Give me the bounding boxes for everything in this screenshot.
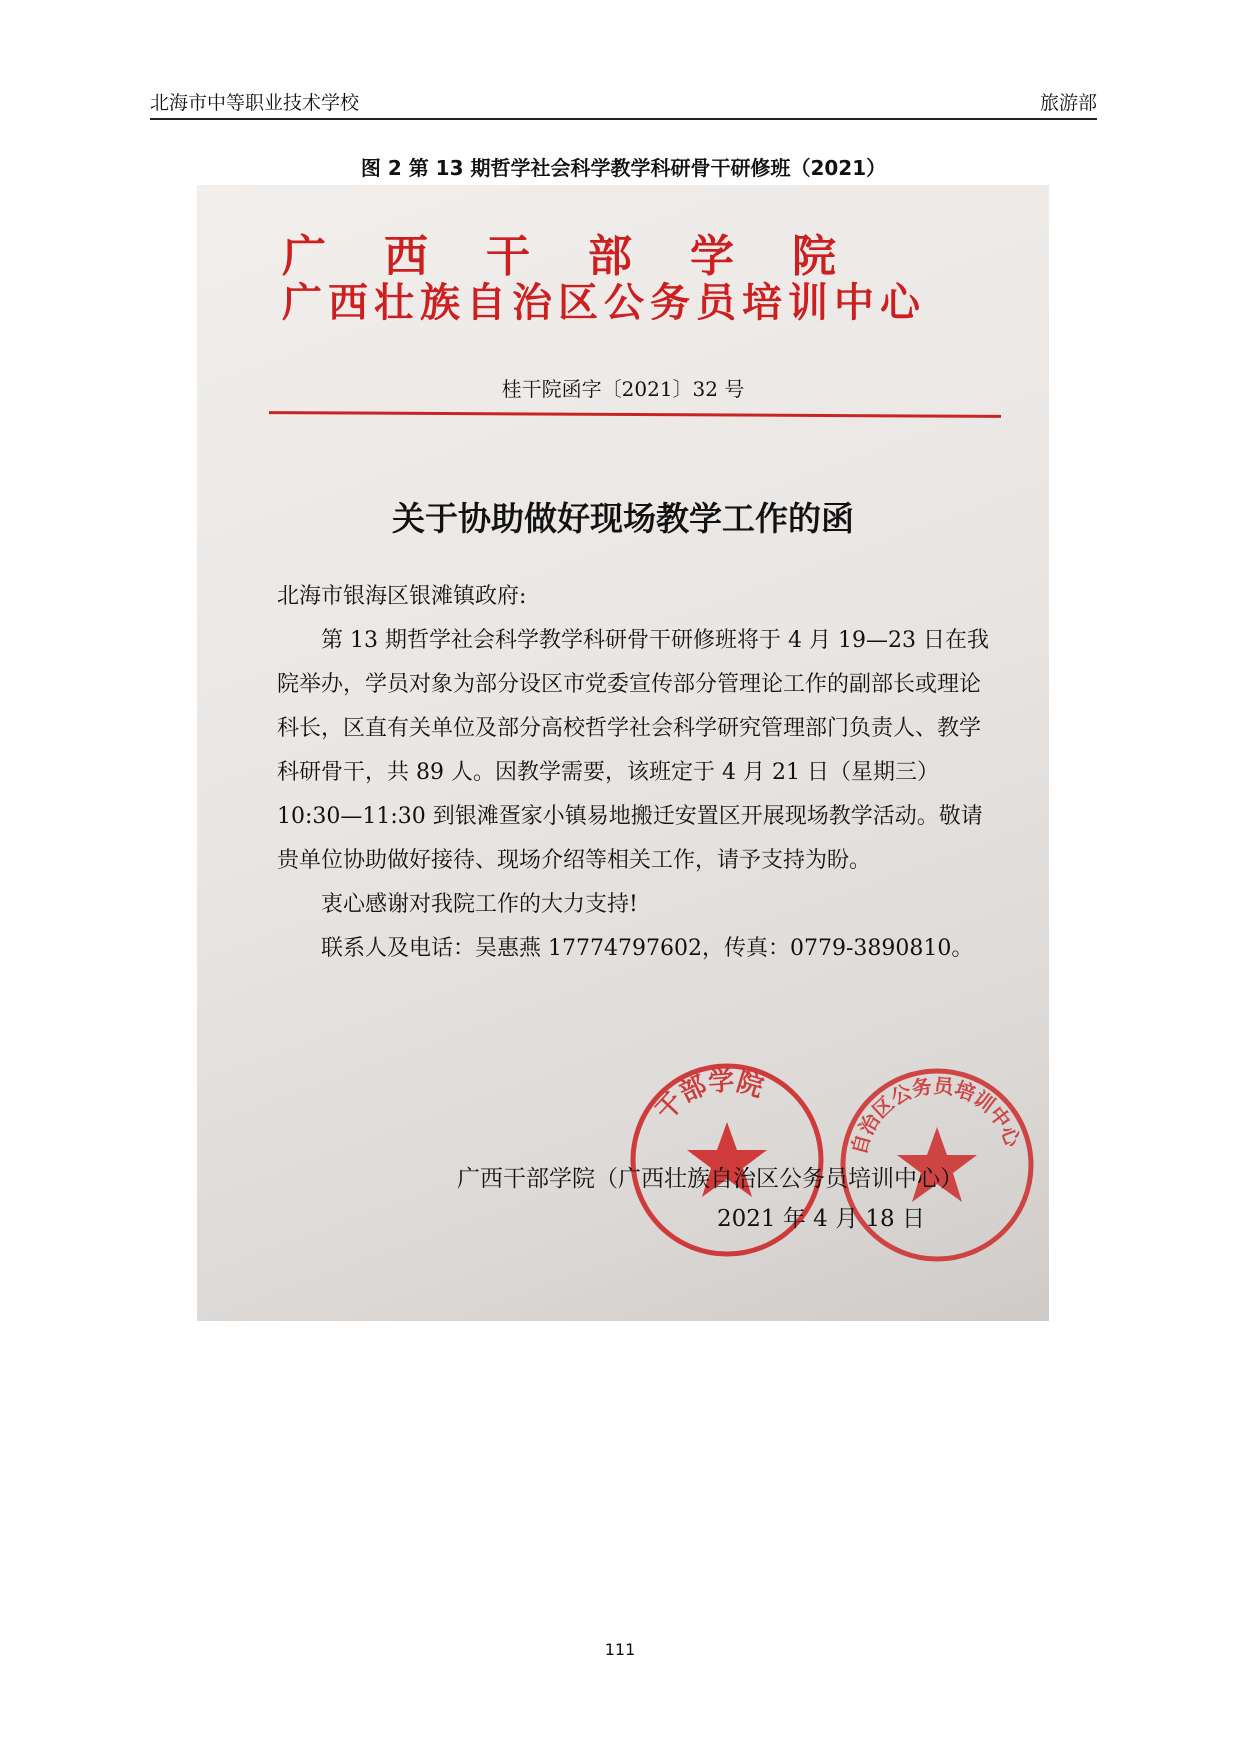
seal1-text: 干部学院 [650,1066,767,1127]
header-department: 旅游部 [1039,92,1097,114]
letter-body [277,575,997,971]
page-header [150,88,1097,120]
page-number: 111 [604,1640,636,1659]
signoff-date: 2021 年 4 月 18 日 [717,1206,925,1232]
header-school-name: 北海市中等职业技术学校 [150,92,360,114]
letter-title: 关于协助做好现场教学工作的函 [392,499,854,538]
thanks-paragraph: 衷心感谢对我院工作的大力支持! [321,892,638,917]
seal2-text: 自治区公务员培训中心 [846,1073,1026,1158]
letter-photo [197,185,1049,1321]
body-paragraph: 第 13 期哲学社会科学教学科研骨干研修班将于 4 月 19—23 日在我院举办，学员对象为部分设区市党委宣传部分管理论工作的副部长或理论科长，区直有关单位及部分高校哲学社会科学研究管理部门负责人、教学科研骨干，共 89 人。因教学需要，该班定于 4 月 21 日（星期三）10:30—11:30 到银滩疍家小镇易地搬迁安置区开展现场教学活动。敬请贵单位协助做好接待、现场介绍等相关工作，请予支持为盼。 [277,628,989,873]
document-number: 桂干院函字〔2021〕32 号 [501,377,745,401]
red-divider [269,411,1001,418]
signoff-organization: 广西干部学院（广西壮族自治区公务员培训中心） [457,1166,963,1192]
institution-name-line2: 广西壮族自治区公务员培训中心 [282,279,926,326]
svg-text:干部学院 [650,1066,766,1126]
institution-name-line1: 广西干部学院 [282,231,894,282]
contact-line: 联系人及电话：吴惠燕 17774797602，传真：0779-3890810。 [321,936,974,961]
figure-caption: 图 2 第 13 期哲学社会科学教学科研骨干研修班（2021） [360,156,887,180]
salutation: 北海市银海区银滩镇政府: [277,584,527,609]
